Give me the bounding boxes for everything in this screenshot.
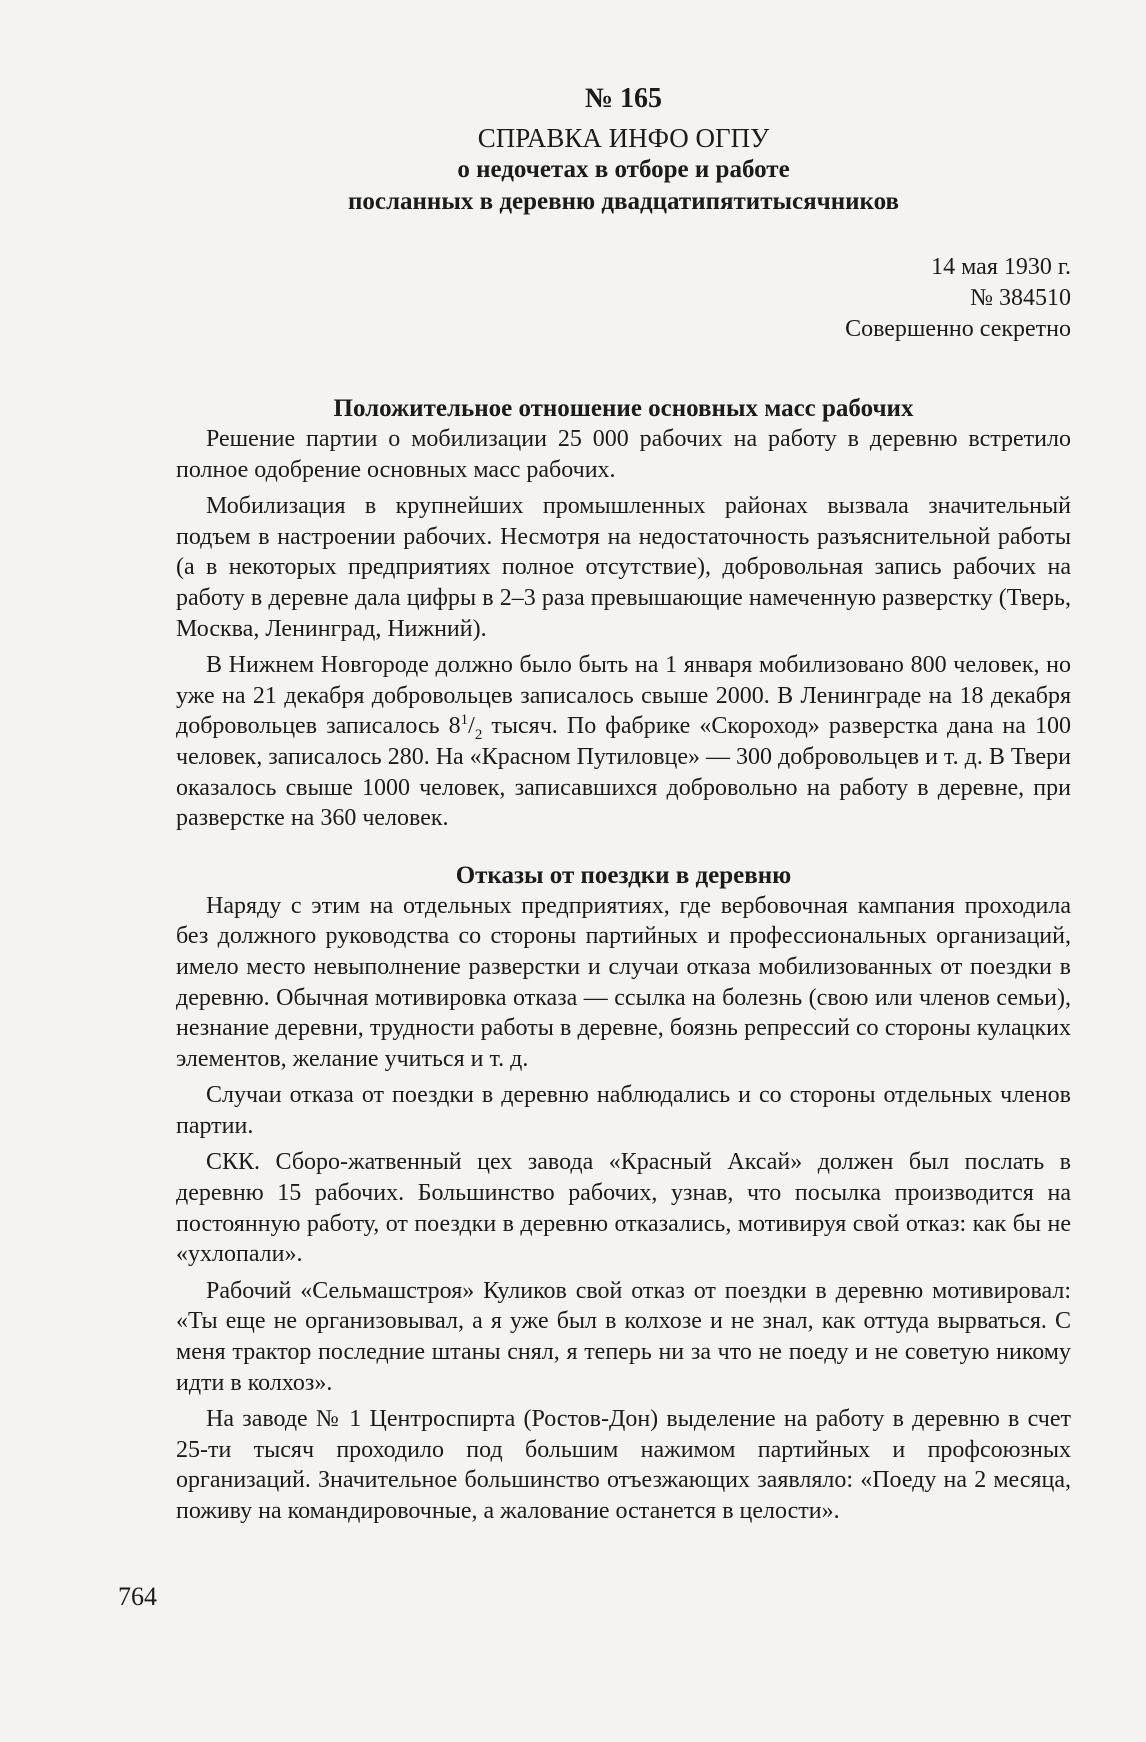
paragraph-text: Случаи отказа от поездки в деревню наблюдались и со стороны отдельных членов партии. (176, 1082, 1071, 1139)
section-heading-positive: Положительное отношение основных масс рабочих (333, 395, 914, 422)
section-heading-refusals: Отказы от поездки в деревню (455, 861, 792, 889)
document-subtitle-line-1: о недочетах в отборе и работе (457, 156, 790, 183)
fraction-slash: / (468, 713, 475, 740)
paragraph (176, 424, 1071, 485)
paragraph-text: Мобилизация в крупнейших промышленных районах вызвала значительный подъем в настроении рабочих. Несмотря на недостаточность разъяснительной работы (а в некоторых предприятиях полное отсутствие), добровольная запись рабочих на работу в деревне дала цифры в 2–3 раза превышающие намеченную разверстку (Тверь, Москва, Ленинград, Нижний). (176, 493, 1071, 642)
paragraph-text: Решение партии о мобилизации 25 000 рабочих на работу в деревню встретило полное одобрение основных масс рабочих. (176, 426, 1071, 483)
document-meta (176, 252, 1071, 345)
paragraph-text: тысяч. По фабрике «Скороход» разверстка дана на 100 человек, записалось 280. На «Красном Путиловце» — 300 добровольцев и т. д. В Твери оказалось свыше 1000 человек, записавшихся добровольно на работу в деревне, при разверстке на 360 человек. (176, 713, 1072, 832)
document-title: СПРАВКА ИНФО ОГПУ (477, 123, 770, 153)
document-date: 14 мая 1930 г. (931, 254, 1071, 280)
fraction-numerator: 1 (460, 712, 469, 729)
paragraph (176, 1404, 1071, 1526)
paragraph-text: Наряду с этим на отдельных предприятиях, где вербовочная кампания проходила без должного руководства со стороны партийных и профессиональных организаций, имело место невыполнение разверстки и случаи отказа мобилизованных от поездки в деревню. Обычная мотивировка отказа — ссылка на болезнь (свою или членов семьи), незнание деревни, трудности работы в деревне, боязнь репрессий со стороны кулацких элементов, желание учиться и т. д. (176, 892, 1071, 1072)
paragraph (176, 1276, 1071, 1398)
document-body (176, 82, 1071, 1527)
paragraph-text: Рабочий «Сельмашстроя» Куликов свой отказ от поездки в деревню мотивировал: «Ты еще не организовывал, а я уже был в колхозе и не знал, как оттуда вырваться. С меня трактор последние штаны снял, я теперь ни за что не поеду и не советую никому идти в колхоз». (176, 1277, 1071, 1396)
paragraph-text: В Нижнем Новгороде должно было быть на 1 января мобилизовано 800 человек, но уже на 21 декабря добровольцев записалось свыше 2000. В Ленинграде на 18 декабря добровольцев записалось 8 (176, 652, 1071, 740)
document-number: № 165 (584, 83, 663, 114)
paragraph (176, 1147, 1071, 1269)
document-classification: Совершенно секретно (845, 316, 1071, 342)
fraction-denominator: 2 (474, 727, 483, 744)
document-subtitle-line-2: посланных в деревню двадцатипятитысячников (348, 188, 899, 215)
paragraph-text: СКК. Сборо-жатвенный цех завода «Красный Аксай» должен был послать в деревню 15 рабочих. Большинство рабочих, узнав, что посылка производится на постоянную работу, от поездки в деревню отказались, мотивируя свой отказ: как бы не «ухлопали». (176, 1149, 1071, 1268)
paragraph-text: На заводе № 1 Центроспирта (Ростов-Дон) выделение на работу в деревню в счет 25-ти тысяч проходило под большим нажимом партийных и профсоюзных организаций. Значительное большинство отъезжающих заявляло: «Поеду на 2 месяца, поживу на командировочные, а жалование останется в целости». (176, 1406, 1071, 1524)
page-number: 764 (118, 1582, 157, 1611)
paragraph (176, 650, 1071, 834)
paragraph (176, 891, 1071, 1075)
paragraph (176, 491, 1071, 644)
document-reg-number: № 384510 (970, 285, 1071, 311)
paragraph (176, 1080, 1071, 1141)
